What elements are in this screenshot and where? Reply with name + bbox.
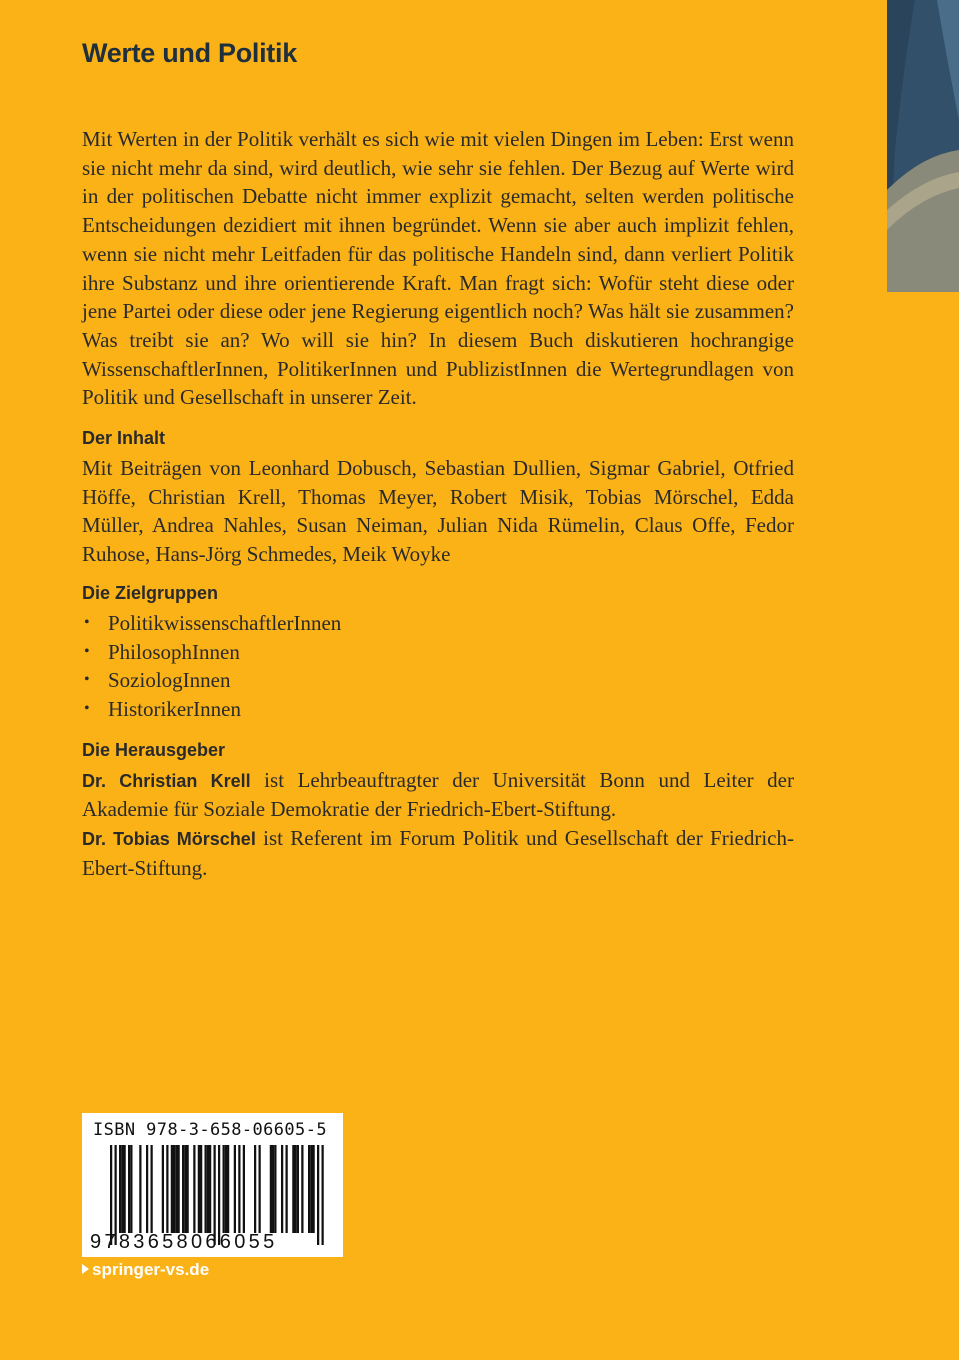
editor-description: ist Lehrbeauftragter der Universität Bonn und Leiter der Akademie für Soziale Demokratie der Friedrich-Ebert-Stiftung. [82, 767, 794, 822]
barcode-bar [274, 1145, 276, 1233]
barcode-bar [214, 1145, 216, 1245]
editor-name: Dr. Tobias Mörschel [82, 829, 256, 850]
barcode-bar [119, 1145, 121, 1233]
barcode-bar [207, 1145, 209, 1233]
barcode-bar [146, 1145, 148, 1233]
barcode-bar [322, 1145, 324, 1245]
barcode-bar [205, 1145, 207, 1233]
barcode-bar [310, 1145, 312, 1233]
list-item: • PhilosophInnen [82, 638, 794, 667]
barcode-bar [238, 1145, 240, 1233]
barcode-bar [313, 1145, 315, 1233]
publisher-link-text: springer-vs.de [92, 1260, 210, 1279]
barcode-bar [254, 1145, 256, 1233]
corner-swirl-graphic [887, 0, 959, 292]
barcode-bar [286, 1145, 288, 1233]
barcode-digits: 9783658066055 [90, 1231, 278, 1253]
publisher-link[interactable] [82, 1260, 209, 1280]
barcode-bar [270, 1145, 272, 1233]
barcode-bar [121, 1145, 123, 1233]
barcode-bar [198, 1145, 200, 1233]
barcode-bar [243, 1145, 245, 1233]
list-item: • PolitikwissenschaftlerInnen [82, 609, 794, 638]
list-item: • HistorikerInnen [82, 695, 794, 724]
zielgruppen-heading: Die Zielgruppen [82, 582, 219, 603]
barcode-bar [187, 1145, 189, 1233]
editor-bio [82, 766, 794, 883]
barcode-bar [128, 1145, 130, 1233]
herausgeber-heading: Die Herausgeber [82, 739, 226, 760]
barcode-bar [295, 1145, 297, 1233]
isbn-label: ISBN 978-3-658-06605-5 [93, 1120, 327, 1140]
back-cover-content [82, 125, 794, 882]
barcode-bar [178, 1145, 180, 1233]
editor-description: ist Referent im Forum Politik und Gesellschaft der Friedrich-Ebert-Stiftung. [82, 826, 794, 880]
cover-corner-graphic [887, 0, 959, 292]
inhalt-heading: Der Inhalt [82, 428, 166, 449]
barcode-bar [297, 1145, 299, 1233]
barcode-bar [139, 1145, 141, 1233]
barcode-bar [317, 1145, 319, 1245]
barcode-bar [173, 1145, 175, 1233]
barcode-bar [171, 1145, 173, 1233]
barcode-bar [124, 1145, 126, 1233]
barcode-bar [301, 1145, 303, 1233]
intro-paragraph: Mit Werten in der Politik verhält es sich wie mit vielen Dingen im Leben: Erst wenn sie nicht mehr da sind, wird deutlich, wie sehr sie fehlen. Der Bezug auf Werte wird in der politischen Debatte nicht immer explizit gemacht, selten werden politische Entscheidungen dezidiert mit ihnen begründet. Wenn sie aber auch implizit fehlen, wenn sie nicht mehr Leitfaden für das politische Handeln sind, dann verliert Politik ihre Substanz und ihre orientierende Kraft. Man fragt sich: Wofür steht diese oder jene Partei oder diese oder jene Regierung eigentlich noch? Was hält sie zusammen? Was treibt sie an? Wo will sie hin? In diesem Buch diskutieren hochrangige WissenschaftlerInnen, PolitikerInnen und PublizistInnen die Wertegrundlagen von Politik und Gesellschaft in unserer Zeit. [82, 127, 794, 410]
barcode-bar [110, 1145, 112, 1245]
barcode-bar [209, 1145, 211, 1233]
isbn-barcode [82, 1113, 343, 1257]
barcode-bar [218, 1145, 220, 1245]
barcode-bar [272, 1145, 274, 1233]
barcode-bar [223, 1145, 225, 1233]
page-title: Werte und Politik [82, 38, 297, 68]
barcode-bar [292, 1145, 294, 1233]
barcode-bar [151, 1145, 153, 1233]
inhalt-text: Mit Beiträgen von Leonhard Dobusch, Sebastian Dullien, Sigmar Gabriel, Otfried Höffe, Christian Krell, Thomas Meyer, Robert Misik, Tobias Mörschel, Edda Müller, Andrea Nahles, Susan Neiman, Julian Nida Rümelin, Claus Offe, Fedor Ruhose, Hans-Jörg Schmedes, Meik Woyke [82, 456, 794, 567]
barcode-bar [162, 1145, 164, 1233]
barcode-bar [259, 1145, 261, 1233]
barcode-bar [130, 1145, 132, 1233]
barcode-bar [281, 1145, 283, 1233]
barcode-bar [166, 1145, 168, 1233]
barcode-bar [225, 1145, 227, 1233]
zielgruppen-list [82, 609, 794, 724]
barcode-bar [182, 1145, 184, 1233]
arrow-right-icon [82, 1264, 89, 1274]
barcode-bar [200, 1145, 202, 1233]
list-item: • SoziologInnen [82, 666, 794, 695]
barcode-bar [227, 1145, 229, 1233]
barcode-bar [175, 1145, 177, 1233]
editor-name: Dr. Christian Krell [82, 770, 251, 791]
barcode-bar [234, 1145, 236, 1233]
barcode-bar [193, 1145, 195, 1233]
barcode-bar [115, 1145, 117, 1245]
barcode-bar [308, 1145, 310, 1233]
barcode-bar [184, 1145, 186, 1233]
